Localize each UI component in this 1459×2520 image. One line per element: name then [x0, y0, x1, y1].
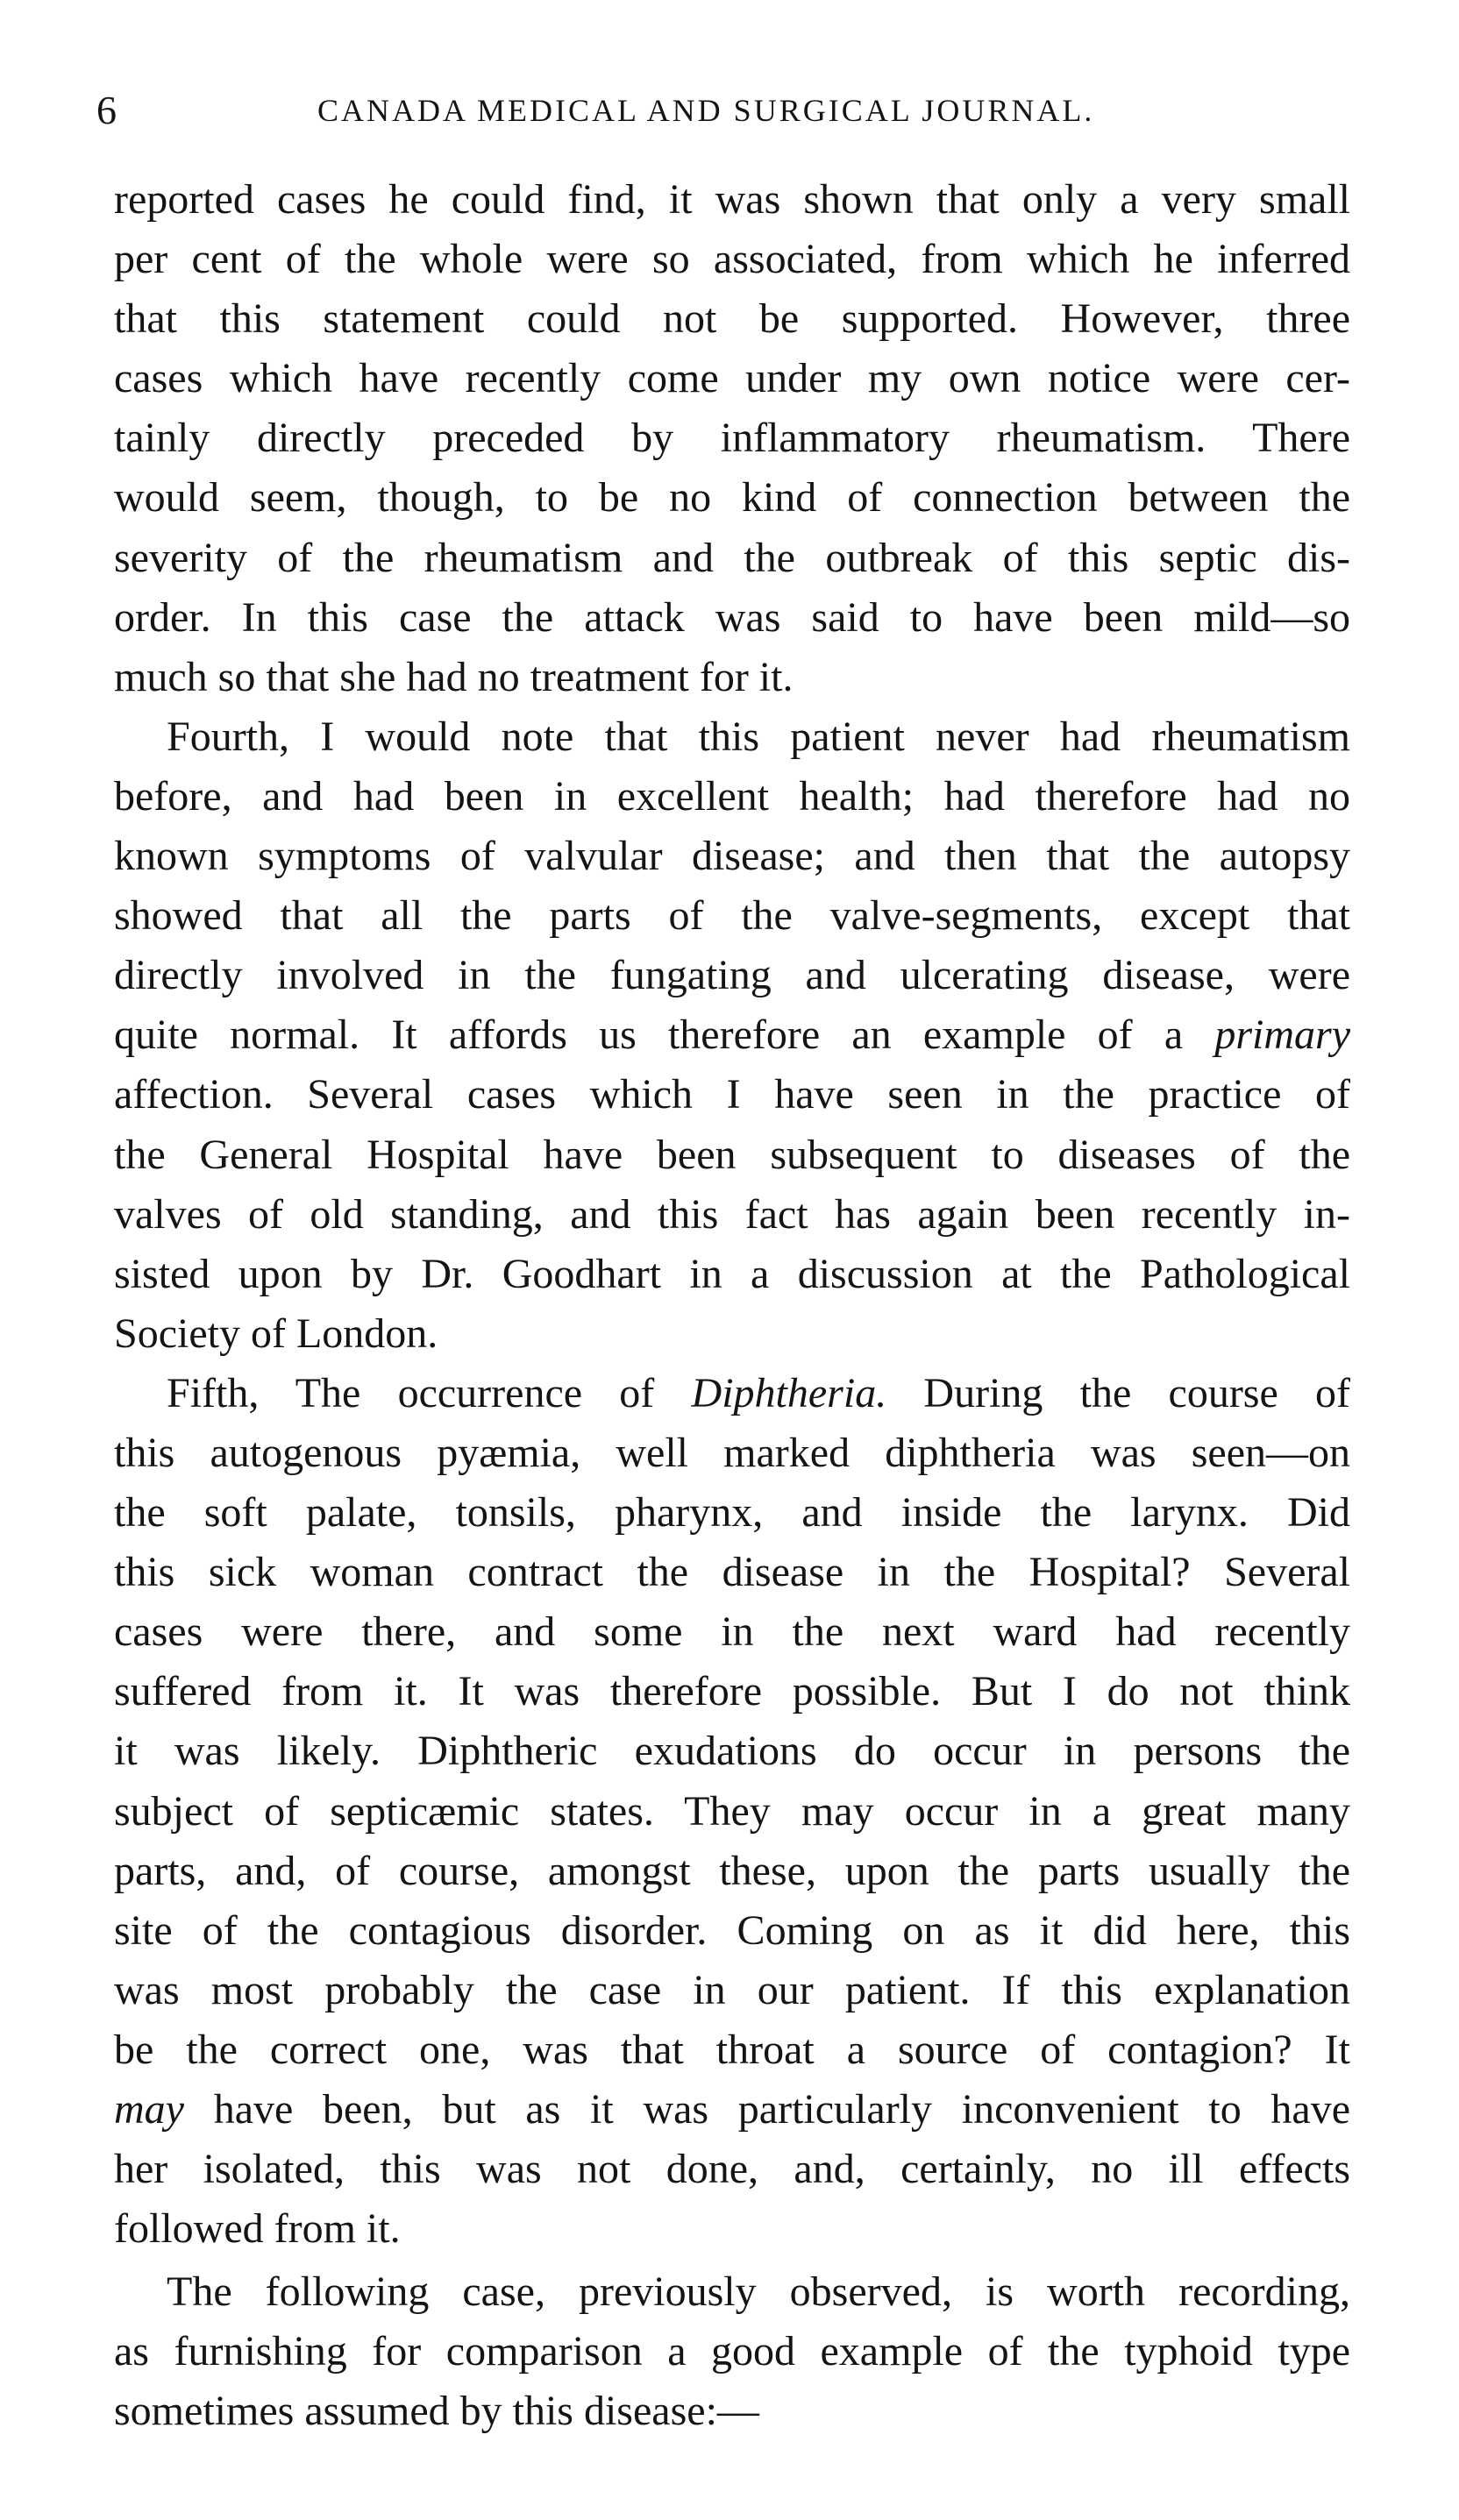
text-line: be the correct one, was that throat a source of contagion? It — [114, 2026, 1350, 2073]
text-line: known symptoms of valvular disease; and then that the autopsy — [114, 833, 1350, 880]
page-header — [96, 84, 1359, 137]
text-line: that this statement could not be supported. However, three — [114, 295, 1350, 343]
text-line: parts, and, of course, amongst these, upon the parts usually the — [114, 1847, 1350, 1894]
text-line: cases which have recently come under my own notice were cer- — [114, 355, 1350, 402]
text-line: this sick woman contract the disease in the Hospital? Several — [114, 1549, 1350, 1596]
text-line: directly involved in the fungating and ulcerating disease, were — [114, 952, 1350, 999]
text-line: the soft palate, tonsils, pharynx, and inside the larynx. Did — [114, 1489, 1350, 1537]
text-line: the General Hospital have been subsequent to diseases of the — [114, 1131, 1350, 1178]
text-segment: Fifth, The occurrence of — [167, 1369, 655, 1416]
text-segment: During the course of — [923, 1369, 1351, 1416]
paragraph — [114, 170, 1350, 707]
text-line: her isolated, this was not done, and, certainly, no ill effects — [114, 2146, 1350, 2193]
text-line: subject of septicæmic states. They may occur in a great many — [114, 1787, 1350, 1835]
text-line: this autogenous pyæmia, well marked diphtheria was seen—on — [114, 1429, 1350, 1476]
body-text — [114, 170, 1350, 2442]
text-line: sometimes assumed by this disease:— — [114, 2388, 759, 2435]
italic-word: Diphtheria. — [691, 1369, 887, 1416]
text-line: much so that she had no treatment for it. — [114, 653, 794, 700]
paragraph — [114, 707, 1350, 1364]
text-segment: quite normal. It affords us therefore an example of a — [114, 1012, 1184, 1059]
text-line: order. In this case the attack was said to have been mild—so — [114, 593, 1350, 641]
text-line-mixed — [114, 1005, 1350, 1065]
italic-word: primary — [1214, 1012, 1351, 1059]
text-line: The following case, previously observed, is worth recording, — [167, 2268, 1350, 2316]
running-head: CANADA MEDICAL AND SURGICAL JOURNAL. — [317, 93, 1095, 128]
text-line: showed that all the parts of the valve-segments, except that — [114, 892, 1350, 940]
text-line: Society of London. — [114, 1310, 438, 1357]
text-line: sisted upon by Dr. Goodhart in a discussion at the Pathological — [114, 1250, 1350, 1297]
text-line: per cent of the whole were so associated, from which he inferred — [114, 236, 1350, 283]
text-line: followed from it. — [114, 2205, 401, 2253]
paragraph — [114, 2262, 1350, 2441]
text-line: would seem, though, to be no kind of connection between the — [114, 474, 1350, 522]
text-line: Fourth, I would note that this patient never had rheumatism — [167, 713, 1350, 760]
text-line: affection. Several cases which I have seen in the practice of — [114, 1071, 1350, 1118]
text-line: cases were there, and some in the next ward had recently — [114, 1608, 1350, 1656]
text-line: was most probably the case in our patient. If this explanation — [114, 1966, 1350, 2013]
text-line: suffered from it. It was therefore possible. But I do not think — [114, 1668, 1350, 1715]
text-line: site of the contagious disorder. Coming on as it did here, this — [114, 1906, 1350, 1954]
italic-word: may — [114, 2086, 184, 2133]
page-number: 6 — [96, 88, 117, 132]
text-line-mixed — [114, 1364, 1350, 1423]
text-segment: have been, but as it was particularly inconvenient to have — [213, 2086, 1351, 2133]
text-line: severity of the rheumatism and the outbreak of this septic dis- — [114, 534, 1350, 581]
text-line-mixed — [114, 2080, 1350, 2140]
paragraph — [114, 1364, 1350, 2259]
text-line: tainly directly preceded by inflammatory rheumatism. There — [114, 415, 1350, 462]
text-line: as furnishing for comparison a good example of the typhoid type — [114, 2328, 1350, 2375]
text-line: before, and had been in excellent health; had therefore had no — [114, 772, 1350, 820]
text-line: it was likely. Diphtheric exudations do occur in persons the — [114, 1728, 1350, 1775]
text-line: reported cases he could find, it was shown that only a very small — [114, 176, 1350, 223]
text-line: valves of old standing, and this fact has again been recently in- — [114, 1190, 1350, 1238]
